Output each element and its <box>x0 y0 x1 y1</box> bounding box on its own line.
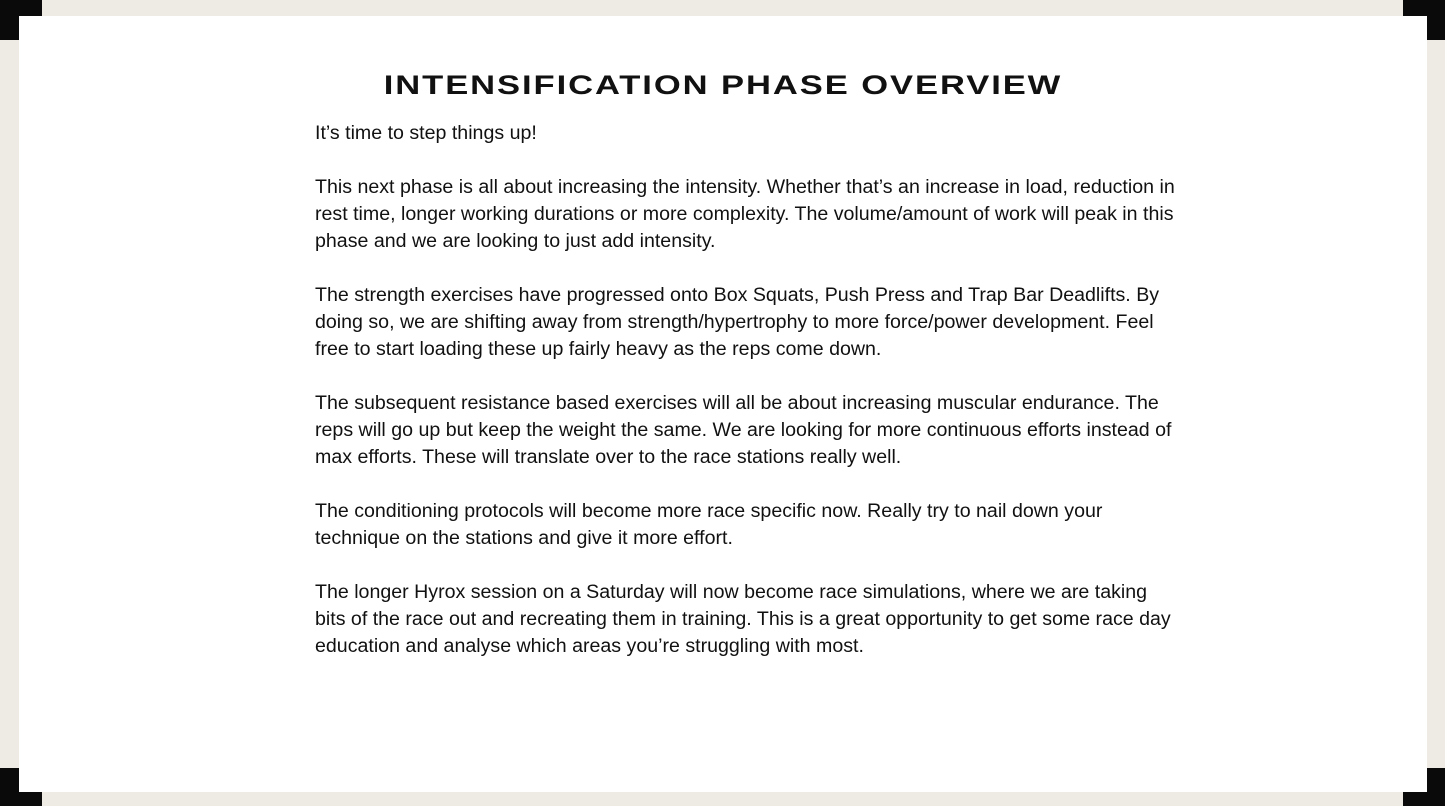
document-page <box>19 16 1427 792</box>
paragraph: The conditioning protocols will become more race specific now. Really try to nail down your technique on the stations and give it more effort. <box>315 500 1103 549</box>
paragraph: This next phase is all about increasing the intensity. Whether that’s an increase in load, reduction in rest time, longer working durations or more complexity. The volume/amount of work will peak in this phase and we are looking to just add intensity. <box>315 176 1175 252</box>
paragraph: The subsequent resistance based exercises will all be about increasing muscular endurance. The reps will go up but keep the weight the same. We are looking for more continuous efforts instead of max efforts. These will translate over to the race stations really well. <box>315 392 1172 468</box>
document-body <box>315 120 1175 687</box>
paragraph: The longer Hyrox session on a Saturday will now become race simulations, where we are taking bits of the race out and recreating them in training. This is a great opportunity to get some race day education and analyse which areas you’re struggling with most. <box>315 581 1171 657</box>
page-title: INTENSIFICATION PHASE OVERVIEW <box>383 70 1063 100</box>
paragraph: The strength exercises have progressed onto Box Squats, Push Press and Trap Bar Deadlifts. By doing so, we are shifting away from strength/hypertrophy to more force/power development. Feel free to start loading these up fairly heavy as the reps come down. <box>315 284 1160 360</box>
paragraph: It’s time to step things up! <box>315 122 537 144</box>
